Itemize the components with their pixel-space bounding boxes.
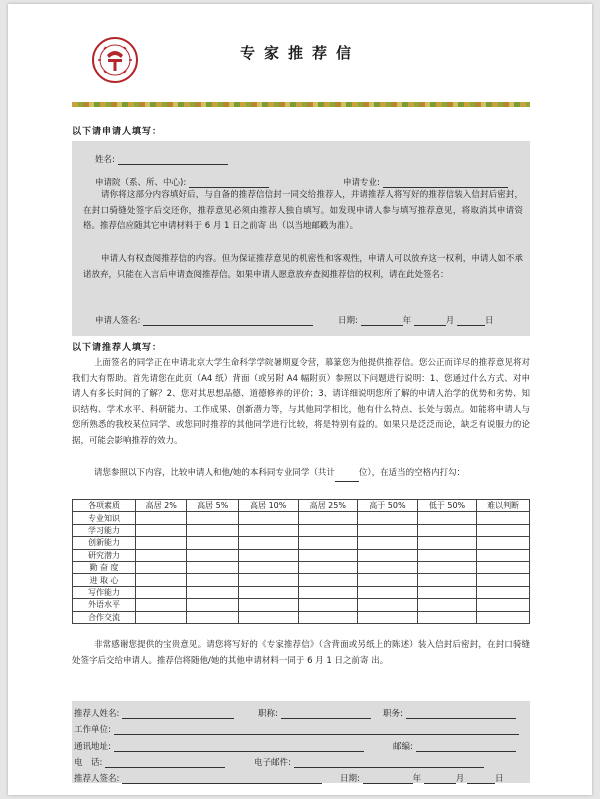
document-title: 专家推荐信 [239,44,360,62]
phone-field[interactable] [105,758,225,768]
table-row [73,549,530,561]
rating-cell[interactable] [136,586,187,598]
rating-cell[interactable] [187,524,238,536]
table-row [73,574,530,586]
rating-cell[interactable] [187,561,238,573]
email-field[interactable] [294,758,484,768]
applicant-dept-field[interactable] [189,178,269,188]
rating-cell[interactable] [477,512,530,524]
quality-label: 外语水平 [73,599,136,611]
rating-cell[interactable] [358,549,418,561]
header-cell: 高居 2% [136,500,187,512]
rating-cell[interactable] [358,611,418,623]
rating-cell[interactable] [477,549,530,561]
rating-cell[interactable] [358,561,418,573]
recommender-position-field[interactable] [406,709,516,719]
rating-cell[interactable] [187,537,238,549]
rating-cell[interactable] [187,574,238,586]
applicant-year-label: 年 [402,316,412,326]
rating-cell[interactable] [136,512,187,524]
applicant-sign-field[interactable] [143,316,313,326]
postcode-label: 邮编: [393,742,413,752]
applicant-instructions: 请你将这部分内容填好后，与自备的推荐信信封一同交给推荐人，并请推荐人将写好的推荐信装入信封后密封，在封口骑缝处签字后交还你，推荐意见必须由推荐人独自填写。如发现申请人参与填写推荐意见，将取消其申请资格。推荐信应随其它申请材料于 6 月 1 日之前寄 出（以当地邮戳为准）。 [83,190,523,231]
header-cell: 难以判断 [477,500,530,512]
recommender-section-heading: 以下请推荐人填写： [72,343,163,353]
rating-cell[interactable] [298,599,358,611]
rating-cell[interactable] [136,599,187,611]
rating-cell[interactable] [417,561,477,573]
rating-cell[interactable] [238,549,298,561]
recommender-month-label: 月 [455,774,465,784]
recommender-day-label: 日 [495,774,504,784]
rating-cell[interactable] [136,561,187,573]
quality-label: 进 取 心 [73,574,136,586]
rating-cell[interactable] [477,537,530,549]
document-page [8,4,592,795]
rating-cell[interactable] [417,586,477,598]
recommender-position-label: 职务: [383,709,403,719]
work-unit-label: 工作单位: [74,725,111,735]
rating-cell[interactable] [238,537,298,549]
rating-cell[interactable] [238,599,298,611]
rating-cell[interactable] [298,611,358,623]
recommender-position-row [383,707,516,719]
table-row [73,611,530,623]
applicant-day-label: 日 [485,316,494,326]
rating-cell[interactable] [238,512,298,524]
rating-cell[interactable] [417,549,477,561]
header-cell: 高居 10% [238,500,298,512]
quality-label: 专业知识 [73,512,136,524]
table-row [73,599,530,611]
rating-cell[interactable] [358,574,418,586]
address-label: 通讯地址: [74,742,111,752]
rating-cell[interactable] [358,537,418,549]
email-label: 电子邮件: [254,758,291,768]
applicant-name-row [95,153,228,165]
classmate-count-field[interactable] [335,472,359,482]
recommender-year-label: 年 [412,774,422,784]
phone-label: 电 话: [74,758,103,768]
header-cell: 低于 50% [417,500,477,512]
table-row [73,537,530,549]
applicant-major-field[interactable] [383,178,508,188]
recommender-title-field[interactable] [281,709,371,719]
rating-cell[interactable] [187,586,238,598]
rating-cell[interactable] [417,574,477,586]
work-unit-field[interactable] [114,725,519,735]
rating-cell[interactable] [238,574,298,586]
rating-table-header [73,500,530,512]
rating-cell[interactable] [298,586,358,598]
table-row [73,512,530,524]
email-row [254,756,484,768]
rating-cell[interactable] [358,586,418,598]
recommender-title-row [258,707,371,719]
rating-cell[interactable] [417,537,477,549]
applicant-major-label: 申请专业: [343,178,380,188]
applicant-section-box [72,141,530,336]
applicant-section-heading: 以下请申请人填写： [72,127,163,137]
applicant-month-label: 月 [445,316,455,326]
applicant-sign-row [95,314,313,326]
address-row [74,740,364,752]
rating-cell[interactable] [477,524,530,536]
applicant-date-row [338,314,494,326]
rating-table [72,499,530,624]
rating-cell[interactable] [298,512,358,524]
rating-cell[interactable] [238,561,298,573]
table-row [73,586,530,598]
rating-cell[interactable] [187,611,238,623]
rating-cell[interactable] [477,599,530,611]
recommender-date-label: 日期: [340,774,360,784]
rating-cell[interactable] [298,524,358,536]
rating-cell[interactable] [187,549,238,561]
comparison-instruction [72,466,530,482]
applicant-dept-row [95,176,269,188]
quality-label: 研究潜力 [73,549,136,561]
decorative-divider [72,102,530,107]
rating-cell[interactable] [358,524,418,536]
recommender-day-field[interactable] [467,774,495,784]
postcode-row [393,740,516,752]
header-cell: 高居 5% [187,500,238,512]
rating-cell[interactable] [136,537,187,549]
rating-table-body [73,512,530,624]
rating-cell[interactable] [136,574,187,586]
recommender-name-field[interactable] [122,709,234,719]
recommender-sign-field[interactable] [122,774,322,784]
recommender-instructions: 上面签名的同学正在申请北京大学生命科学学院暑期夏令营，慕篆您为他提供推荐信。您公正而详尽的推荐意见将对我们大有帮助。首先请您在此页（A4 纸）背面（或另附 A4 幅附页）参照以下问题进行说明：1、您通过什么方式、对申请人有多长时间的了解？2、您对其思想品德、道德修养的评价；3、请详细说明您所了解的申请人治学的优势和劣势、知识结构、学术水平、科研能力、工作成果、创新潜力等，与其他同学相比，他有什么特点、长处与弱点。如能将申请人与您所熟悉的我校某位同学、或您同时推荐的其他同学进行比较，将是特别有益的。如果只是泛泛而论，缺乏有说服力的论据，可能会影响推荐的效力。 [72,358,530,446]
applicant-rights-notice: 申请人有权查阅推荐信的内容。但为保证推荐意见的机密性和客观性，申请人可以放弃这一权利，申请人如不承诺放弃，只能在入言后申请查阅推荐信。如果申请人愿意放弃查阅推荐信的权利，请在此处签名： [83,254,523,280]
rating-cell[interactable] [358,512,418,524]
quality-label: 勤 奋 度 [73,561,136,573]
applicant-year-field[interactable] [361,316,403,326]
header-cell: 各项素质 [73,500,136,512]
applicant-date-label: 日期: [338,316,358,326]
work-unit-row [74,723,519,735]
rating-cell[interactable] [136,549,187,561]
quality-label: 学习能力 [73,524,136,536]
applicant-name-label: 姓名: [95,155,115,165]
address-field[interactable] [114,742,364,752]
rating-cell[interactable] [477,611,530,623]
rating-cell[interactable] [477,561,530,573]
rating-cell[interactable] [477,586,530,598]
rating-cell[interactable] [136,611,187,623]
rating-cell[interactable] [136,524,187,536]
header-cell: 高居 25% [298,500,358,512]
recommender-year-field[interactable] [363,774,413,784]
rating-cell[interactable] [298,561,358,573]
rating-cell[interactable] [238,524,298,536]
phone-row [74,756,225,768]
applicant-sign-label: 申请人签名: [95,316,141,326]
rating-cell[interactable] [477,574,530,586]
recommender-month-field[interactable] [424,774,456,784]
applicant-month-field[interactable] [414,316,446,326]
recommender-sign-row [74,772,322,784]
postcode-field[interactable] [416,742,516,752]
recommender-title-label: 职称: [258,709,278,719]
rating-cell[interactable] [298,549,358,561]
rating-cell[interactable] [298,574,358,586]
recommender-sign-label: 推荐人签名: [74,774,120,784]
rating-cell[interactable] [417,524,477,536]
applicant-major-row [343,176,508,188]
recommender-name-label: 推荐人姓名: [74,709,120,719]
closing-note: 非常感谢您提供的宝贵意见。请您将写好的《专家推荐信》（含背面或另纸上的陈述）装入信封后密封，在封口骑缝处签字后交给申请人。推荐信将随他/她的其他申请材料一同于 6 月 1 日之前寄 出。 [72,640,530,666]
rating-cell[interactable] [358,599,418,611]
rating-cell[interactable] [417,512,477,524]
recommender-date-row [340,772,504,784]
rating-cell[interactable] [187,599,238,611]
table-row [73,524,530,536]
table-row [73,561,530,573]
quality-label: 写作能力 [73,586,136,598]
recommender-name-row [74,707,234,719]
rating-cell[interactable] [238,586,298,598]
rating-cell[interactable] [298,537,358,549]
comparison-instruction-suffix: 位），在适当的空格内打勾： [358,468,466,478]
rating-cell[interactable] [417,599,477,611]
quality-label: 创新能力 [73,537,136,549]
applicant-name-field[interactable] [118,155,228,165]
quality-label: 合作交流 [73,611,136,623]
rating-cell[interactable] [238,611,298,623]
header-cell: 高于 50% [358,500,418,512]
applicant-dept-label: 申请院（系、所、中心): [95,178,187,188]
applicant-day-field[interactable] [457,316,485,326]
rating-cell[interactable] [417,611,477,623]
comparison-instruction-prefix: 请您参照以下内容，比较申请人和他/她的本科同专业同学（共计 [94,468,335,478]
rating-cell[interactable] [187,512,238,524]
